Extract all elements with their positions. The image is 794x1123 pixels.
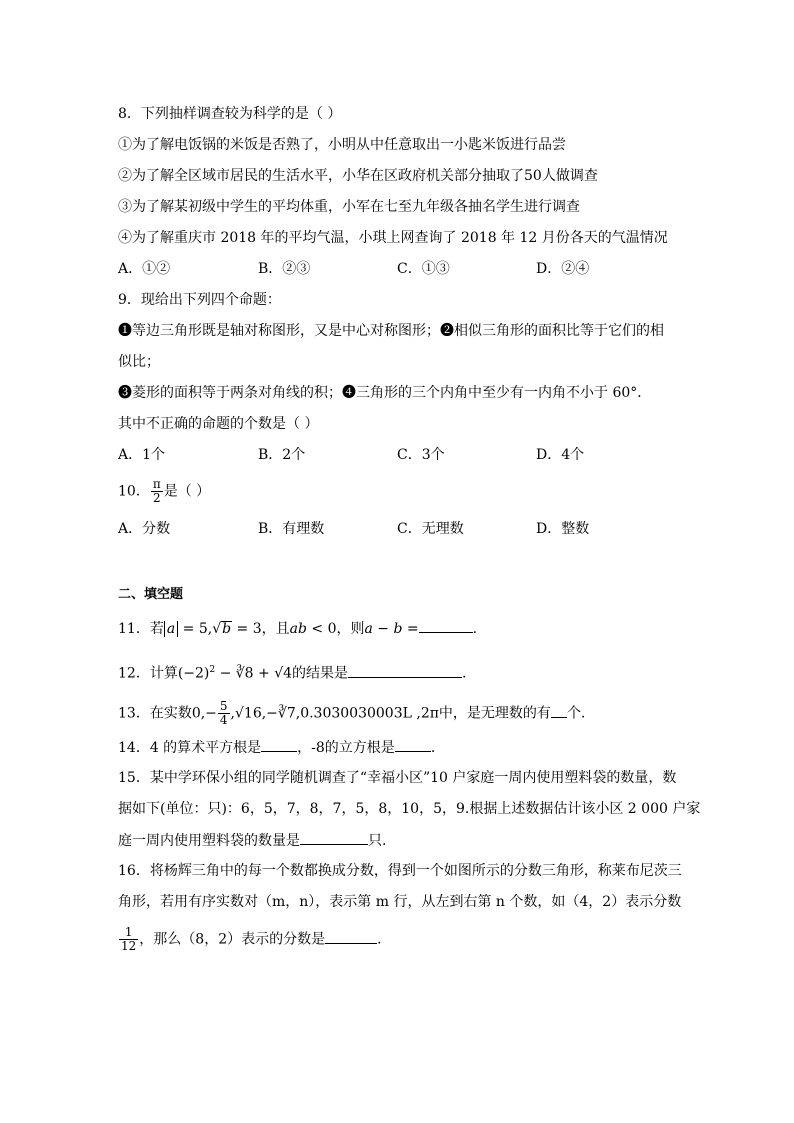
q8-option-c: C．①③ [397,261,450,277]
q13-blank[interactable] [551,703,567,718]
q16-line-1: 16．将杨辉三角中的每一个数都换成分数，得到一个如图所示的分数三角形，称莱布尼茨三 [118,863,682,879]
q10-frac-num: π [152,477,161,491]
q15-line-2: 据如下(单位：只)：6，5，7，8，7，5，8，10，5，9.根据上述数据估计该小区 2 000 户家 [118,801,701,817]
q10-option-d: D．整数 [536,521,590,537]
q9-line-1: ❶等边三角形既是轴对称图形，又是中心对称图形；❷相似三角形的面积比等于它们的相 [118,323,664,339]
q14-text-a: 14．4 的算术平方根是 [118,740,262,756]
q8-item-3: ③为了解某初级中学生的平均体重，小军在七至九年级各抽名学生进行调查 [118,199,580,215]
q11-end: . [472,621,478,637]
q10-prefix: 10． [118,483,150,500]
q13 [118,700,585,727]
q11-text-b: = 5, [178,621,213,637]
q9-option-d: D．4个 [536,447,585,463]
q8-option-d: D．②④ [536,261,590,277]
q16-end: . [377,931,382,948]
q10-fraction [151,478,163,505]
q15-line-3 [118,830,386,851]
q13-frac-den: 4 [219,713,228,727]
q12-end: . [462,665,467,682]
q14-blank-1[interactable] [261,737,297,752]
q11-cond: ab [289,621,307,637]
q15-line-1: 15．某中学环保小组的同学随机调查了“幸福小区”10 户家庭一周内使用塑料袋的数量，数 [118,770,677,786]
q10-stem [118,478,210,505]
q9-line-4: 其中不正确的命题的个数是（ ） [118,416,319,432]
q16-fraction [119,926,138,953]
q13-fraction [218,700,230,727]
q12-text-b: − ∛8 + √4的结果是 [215,665,349,682]
q10-option-c: C．无理数 [397,521,464,537]
q8-item-1: ①为了解电饭锅的米饭是否熟了，小明从中任意取出一小匙米饭进行品尝 [118,137,566,153]
q16-frac-num: 1 [119,926,138,940]
q16-blank[interactable] [325,929,377,944]
q8-item-4: ④为了解重庆市 2018 年的平均气温，小琪上网查询了 2018 年 12 月份各天的气温情况 [118,230,668,246]
q9-line-3: ❸菱形的面积等于两条对角线的积；❹三角形的三个内角中至少有一内角不小于 60°． [118,385,652,401]
q9-option-c: C．3个 [397,447,445,463]
q11-text-d: < 0，则 [306,621,365,637]
q8-option-a: A．①② [118,261,171,277]
q15-text-a: 庭一周内使用塑料袋的数量是 [118,833,300,849]
q14-end: . [430,740,436,756]
q16-line-2: 角形，若用有序实数对（m，n），表示第 m 行，从左到右第 n 个数，如（4，2）表示分数 [118,894,682,910]
q10-option-a: A．分数 [118,521,171,537]
q14-text-b: ，-8的立方根是 [297,740,395,756]
q16-text-b: ，那么（8，2）表示的分数是 [139,931,326,948]
q12-sup: 2 [209,665,216,675]
q12-blank[interactable] [348,663,462,678]
q8-stem: 8．下列抽样调查较为科学的是（ ） [118,106,342,122]
q11-sqrt: b [222,621,232,637]
q13-text-a: 13．在实数0,− [118,705,217,722]
q11-expr: a − b [364,621,403,637]
q12 [118,660,467,684]
q11-abs: a [164,621,178,637]
q8-item-2: ②为了解全区域市居民的生活水平，小华在区政府机关部分抽取了50人做调查 [118,168,598,184]
section-title: 二、填空题 [118,587,184,602]
q14-blank-2[interactable] [395,737,431,752]
q13-text-b: ,√16,−∛7,0.3030030003L ,2π中，是无理数的有 [230,705,551,722]
q16-line-3 [118,926,382,953]
q14 [118,737,435,758]
q10-suffix: 是（ ） [163,483,211,500]
q9-option-a: A．1个 [118,447,166,463]
q11-blank[interactable] [419,618,473,633]
q11-text-c: = 3，且 [232,621,290,637]
q8-option-b: B．②③ [258,261,311,277]
q10-frac-den: 2 [152,491,161,505]
q9-stem: 9．现给出下列四个命题： [118,292,281,308]
q9-line-2: 似比； [118,354,160,370]
q15-blank[interactable] [300,830,368,845]
q16-frac-den: 12 [121,939,137,953]
q12-text-a: 12．计算(−2) [118,665,210,682]
q13-frac-num: 5 [219,699,228,713]
q13-text-c: 个. [566,705,586,722]
q9-option-b: B．2个 [258,447,306,463]
q11: 11．若 a = 5,√b = 3，且ab < 0，则a − b = . [118,618,477,639]
q10-option-b: B．有理数 [258,521,325,537]
q11-text-a: 11．若 [118,621,164,637]
q15-text-b: 只. [368,833,387,849]
q11-text-e: = [402,621,419,637]
